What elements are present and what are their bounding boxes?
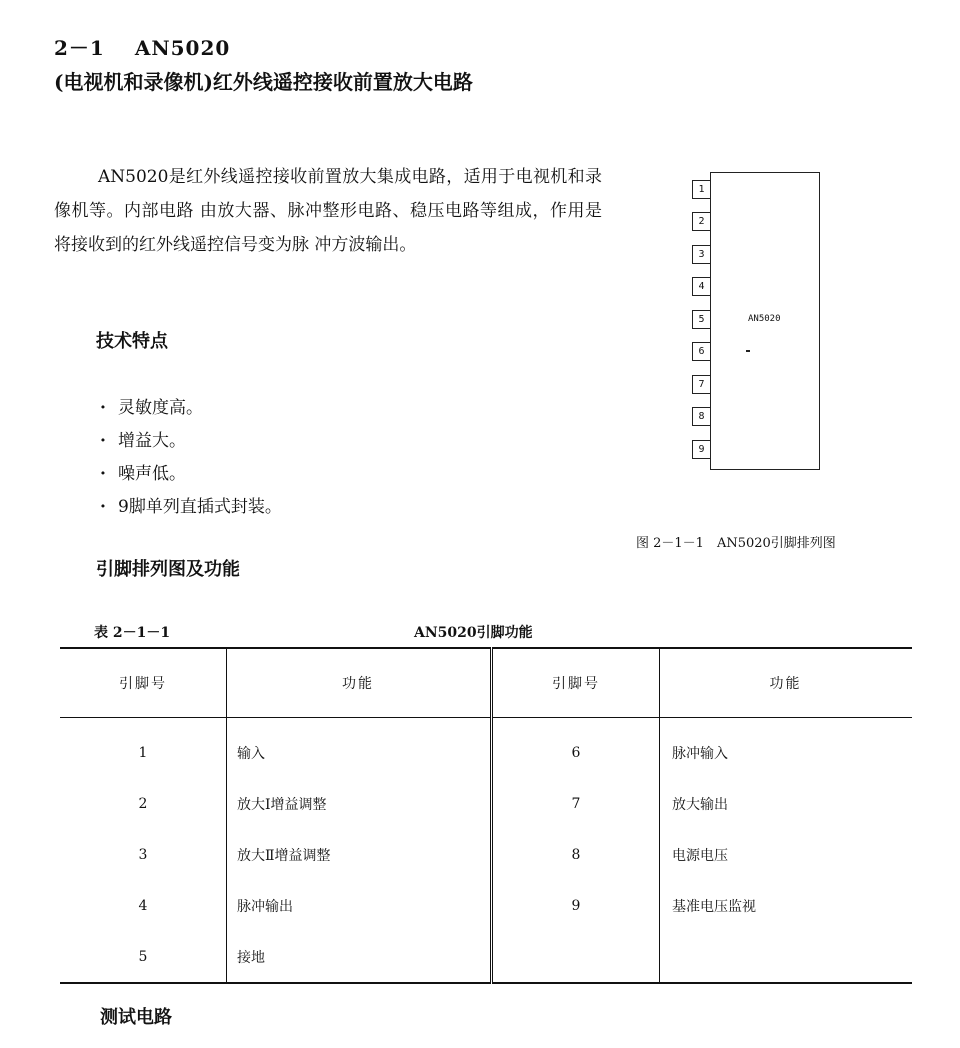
pin-3: 3 [692, 245, 710, 264]
pin-5: 5 [692, 310, 710, 329]
table-row [60, 829, 912, 880]
section-heading [54, 32, 230, 61]
table-row [60, 718, 912, 779]
pin-8: 8 [692, 407, 710, 426]
pin-number-cell: 3 [138, 846, 148, 863]
pin-4: 4 [692, 277, 710, 296]
function-cell: 放大Ⅰ增益调整 [227, 778, 492, 829]
function-cell: 脉冲输入 [660, 718, 913, 779]
table-header-row [60, 648, 912, 718]
features-list [100, 392, 282, 524]
function-cell [660, 931, 913, 983]
function-cell: 放大Ⅱ增益调整 [227, 829, 492, 880]
section-subtitle: (电视机和录像机)红外线遥控接收前置放大电路 [54, 70, 473, 94]
pin-7: 7 [692, 375, 710, 394]
feature-item: · 9脚单列直插式封装。 [100, 491, 282, 524]
function-cell: 基准电压监视 [660, 880, 913, 931]
pin-6: 6 [692, 342, 710, 361]
features-title: 技术特点 [96, 331, 168, 352]
chip-model: AN5020 [134, 36, 231, 60]
feature-item: · 增益大。 [100, 425, 282, 458]
pin-number-cell: 9 [492, 880, 660, 931]
table-title: AN5020引脚功能 [414, 625, 533, 641]
pin-number-cell: 5 [60, 931, 227, 983]
table-row [60, 778, 912, 829]
pin1-marker-dot [746, 350, 750, 352]
pin-9: 9 [692, 440, 710, 459]
pin-1: 1 [692, 180, 710, 199]
header-function: 功能 [227, 648, 492, 718]
figure-caption: 图 2－1－1 AN5020引脚排列图 [636, 536, 836, 551]
table-row [60, 931, 912, 983]
function-cell: 电源电压 [660, 829, 913, 880]
pinout-section-title: 引脚排列图及功能 [96, 559, 240, 580]
function-cell: 输入 [227, 718, 492, 779]
feature-item: · 噪声低。 [100, 458, 282, 491]
header-function: 功能 [660, 648, 913, 718]
section-number: 2－1 [54, 36, 105, 60]
table-row [60, 880, 912, 931]
function-cell: 脉冲输出 [227, 880, 492, 931]
pin-function-table [60, 647, 912, 984]
pin-number-cell: 6 [492, 718, 660, 779]
pin-number-cell: 1 [138, 744, 148, 761]
pin-number-cell: 7 [492, 778, 660, 829]
intro-paragraph: AN5020是红外线遥控接收前置放大集成电路，适用于电视机和录像机等。内部电路 由放大器、脉冲整形电路、稳压电路等组成，作用是将接收到的红外线遥控信号变为脉 冲方波输出。 [54, 167, 602, 255]
table-label: 表 2－1－1 [94, 625, 171, 641]
pin-number-cell: 2 [138, 795, 148, 812]
pin-2: 2 [692, 212, 710, 231]
header-pin-number: 引脚号 [492, 648, 660, 718]
feature-item: · 灵敏度高。 [100, 392, 282, 425]
header-pin-number: 引脚号 [60, 648, 227, 718]
function-cell: 放大输出 [660, 778, 913, 829]
pin-number-cell [492, 931, 660, 983]
test-circuit-title: 测试电路 [100, 1007, 172, 1028]
pin-number-cell: 4 [138, 897, 148, 914]
ic-label: AN5020 [748, 314, 781, 324]
function-cell: 接地 [227, 931, 492, 983]
pin-number-cell: 8 [492, 829, 660, 880]
